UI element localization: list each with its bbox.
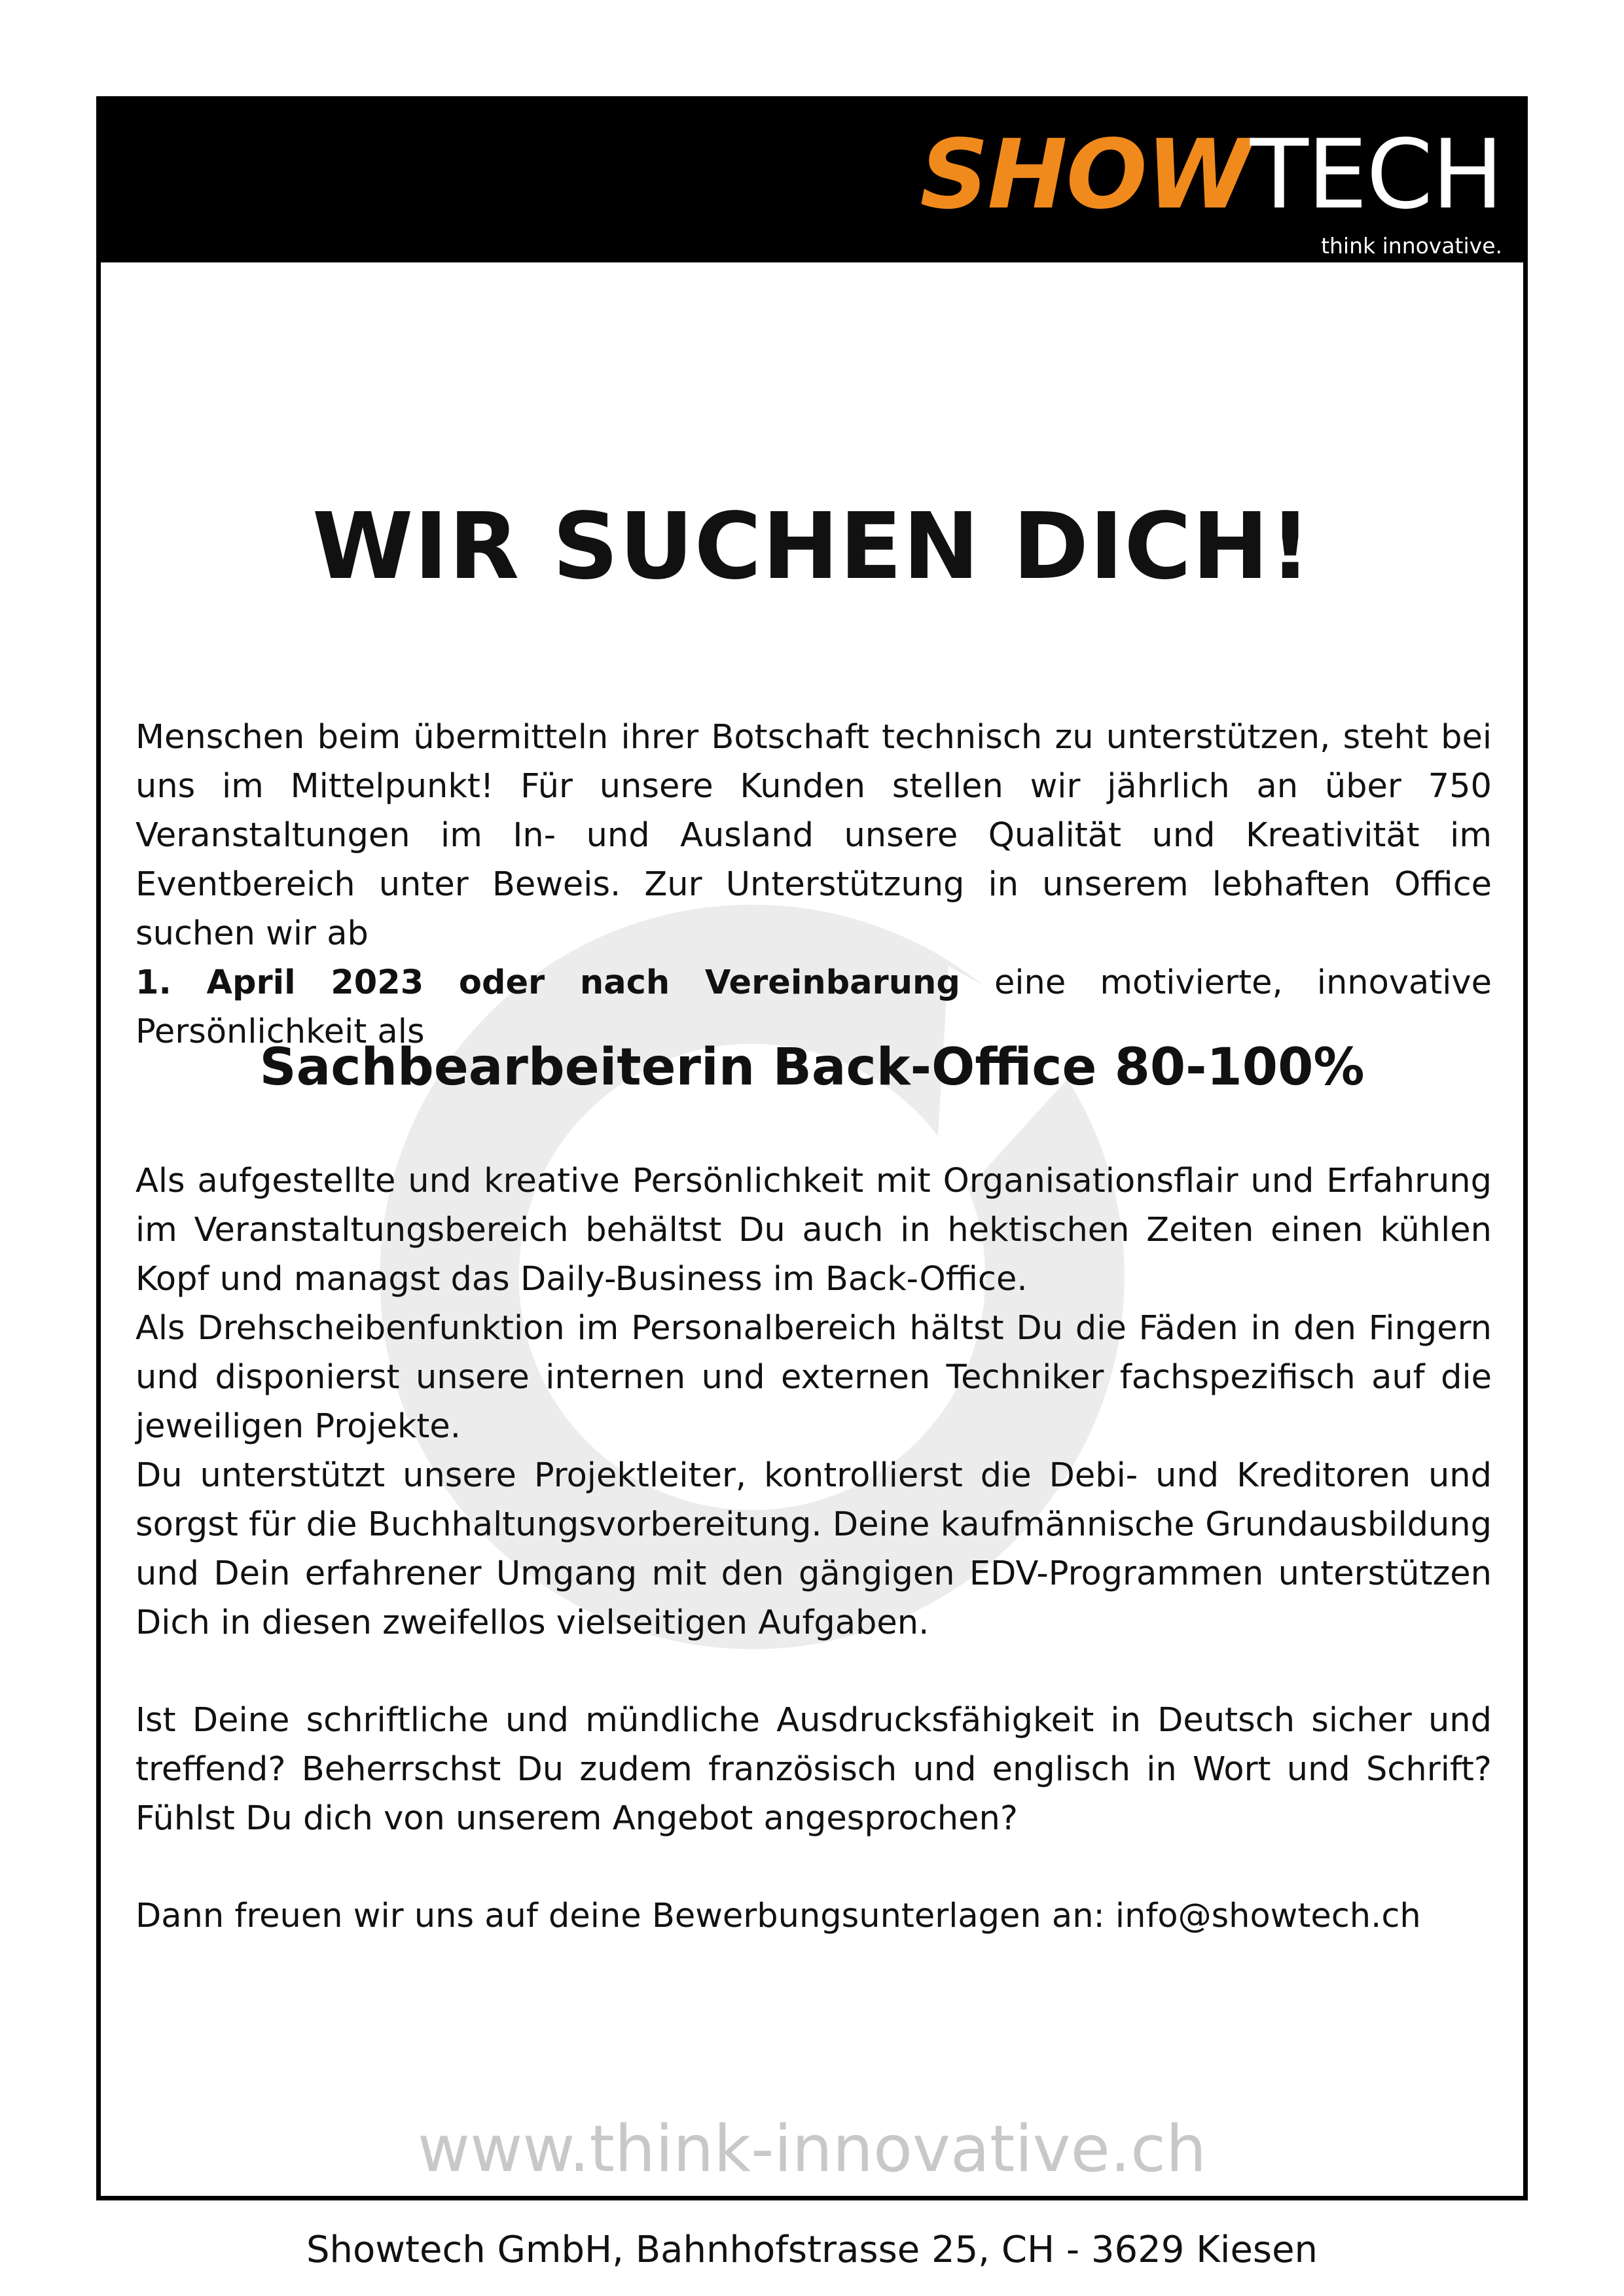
header-bar: [101, 101, 1523, 262]
description-block: [135, 1157, 1492, 1647]
language-questions: Ist Deine schriftliche und mündliche Ausdrucksfähigkeit in Deutsch sicher und treffend? Beherrschst Du zudem französisch und englisch in Wort und Schrift? Fühlst Du dich von unserem Angebot angesprochen?: [135, 1701, 1492, 1838]
description-paragraph: Als aufgestellte und kreative Persönlichkeit mit Organisationsflair und Erfahrung im Veranstaltungsbereich behältst Du auch in hektischen Zeiten einen kühlen Kopf und managst das Daily-Business im Back-Office.: [135, 1162, 1492, 1299]
logo-tech-text: TECH: [1250, 119, 1502, 230]
job-ad-frame: [96, 96, 1528, 2271]
description-paragraph: Du unterstützt unsere Projektleiter, kontrollierst die Debi- und Kreditoren und sorgst für die Buchhaltungsvorbereitung. Deine kaufmännische Grundausbildung und Dein erfahrener Umgang mit den gängigen EDV-Programmen unterstützen Dich in diesen zweifellos vielseitigen Aufgaben.: [135, 1456, 1492, 1642]
contact-email[interactable]: info@showtech.ch: [1115, 1897, 1421, 1935]
job-title: Sachbearbeiterin Back-Office 80-100%: [259, 1038, 1365, 1097]
contact-text: Dann freuen wir uns auf deine Bewerbungsunterlagen an:: [135, 1897, 1105, 1935]
showtech-logo: [920, 119, 1502, 259]
intro-paragraph: [135, 713, 1492, 1056]
intro-text: Menschen beim übermitteln ihrer Botschaft technisch zu unterstützen, steht bei uns im Mittelpunkt! Für unsere Kunden stellen wir jährlich an über 750 Veranstaltungen im In- und Ausland unsere Qualität und Kreativität im Eventbereich unter Beweis. Zur Unterstützung in unserem lebhaften Office suchen wir ab: [135, 718, 1492, 953]
logo-wordmark: [920, 119, 1502, 230]
contact-paragraph: [135, 1892, 1492, 1941]
start-date: 1. April 2023 oder nach Vereinbarung: [135, 963, 960, 1002]
logo-tagline: think innovative.: [1321, 233, 1502, 259]
description-paragraph: Als Drehscheibenfunktion im Personalbereich hältst Du die Fäden in den Fingern und disponierst unsere internen und externen Techniker fachspezifisch auf die jeweiligen Projekte.: [135, 1309, 1492, 1446]
website-url[interactable]: www.think-innovative.ch: [417, 2112, 1207, 2187]
intro-text-end: eine motivierte, innovative Persönlichkeit als: [135, 963, 1492, 1051]
language-paragraph: [135, 1696, 1492, 1843]
headline: WIR SUCHEN DICH!: [312, 493, 1312, 600]
logo-show-text: SHOW: [920, 119, 1250, 230]
company-address: Showtech GmbH, Bahnhofstrasse 25, CH - 3629 Kiesen: [306, 2229, 1318, 2271]
